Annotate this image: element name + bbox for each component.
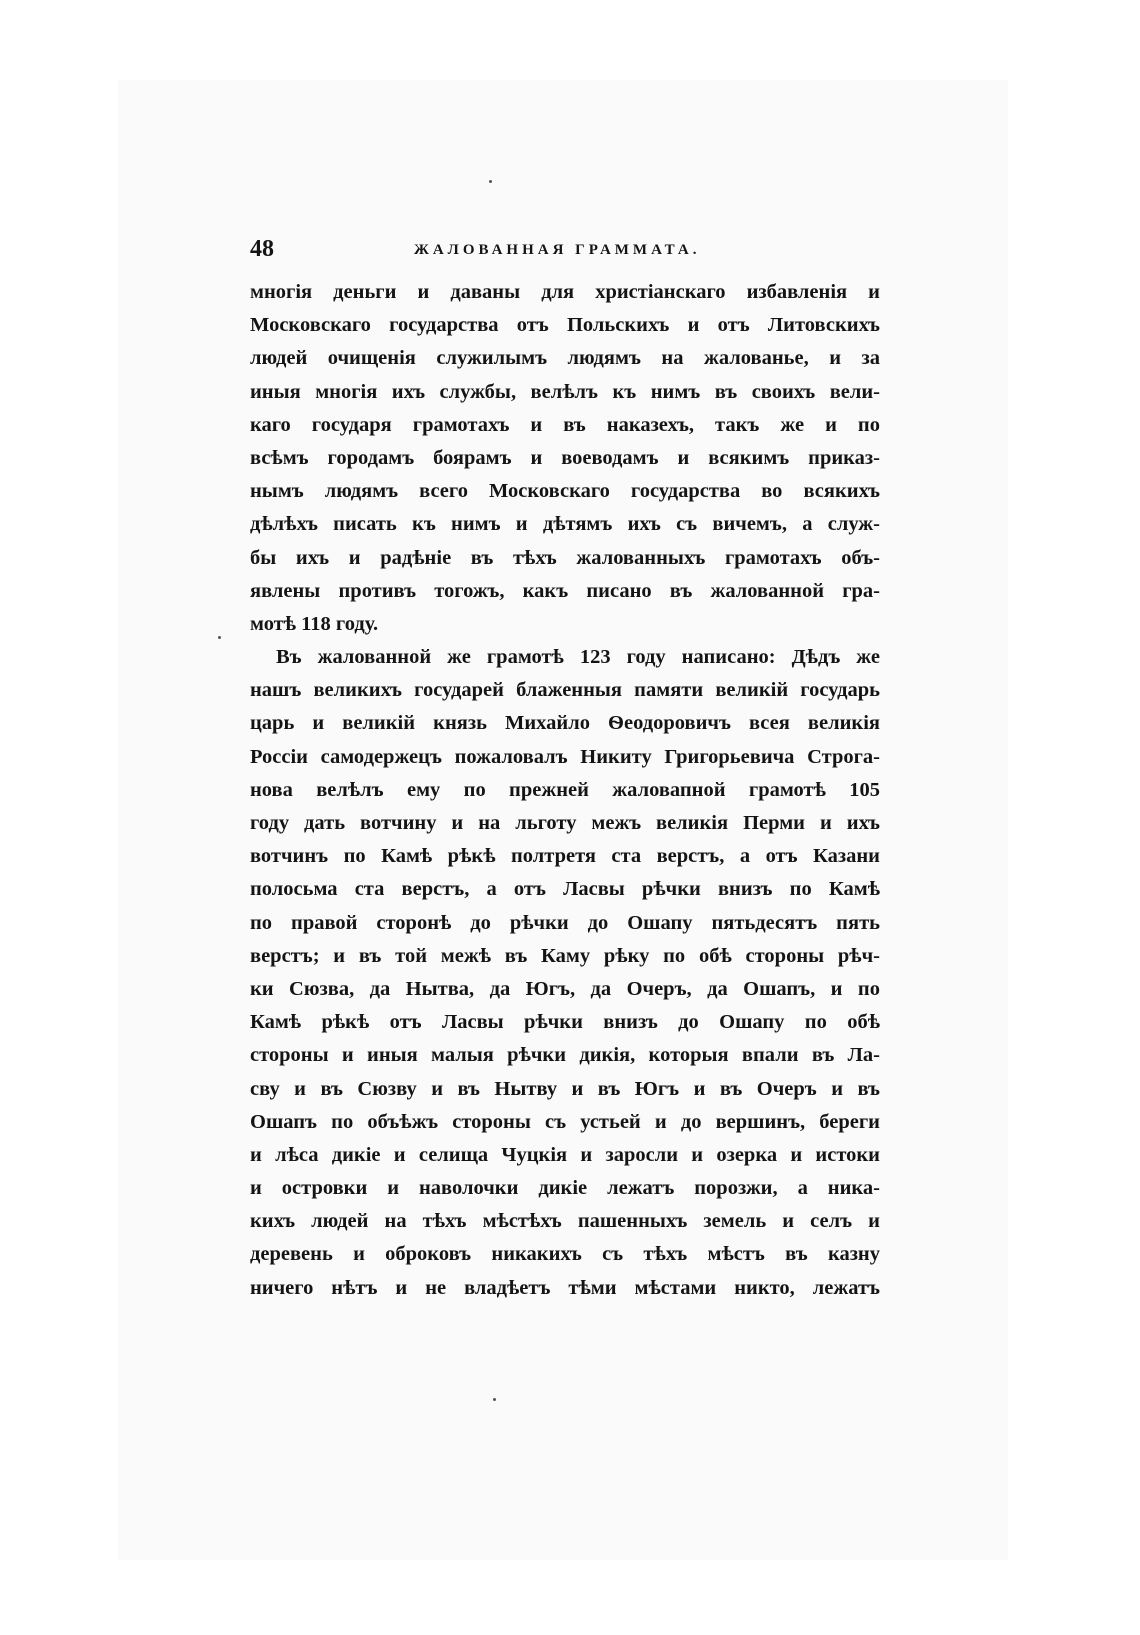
text-line: иныя многія ихъ службы, велѣлъ къ нимъ въ своихъ вели- (250, 380, 880, 403)
text-line: людей очищенія служилымъ людямъ на жалованье, и за (250, 347, 880, 370)
text-line: дѣлѣхъ писать къ нимъ и дѣтямъ ихъ съ вичемъ, а служ- (250, 513, 880, 536)
text-line: бы ихъ и радѣніе въ тѣхъ жалованныхъ грамотахъ объ- (250, 546, 880, 569)
text-line: ки Сюзва, да Нытва, да Югъ, да Очеръ, да Ошапъ, и по (250, 977, 880, 1000)
text-line: по правой сторонѣ до рѣчки до Ошапу пятьдесятъ пять (250, 911, 880, 934)
text-line: стороны и иныя малыя рѣчки дикія, которыя впали въ Ла- (250, 1044, 880, 1067)
text-line: кихъ людей на тѣхъ мѣстѣхъ пашенныхъ земель и селъ и (250, 1210, 880, 1233)
text-line: году дать вотчину и на льготу межъ великія Перми и ихъ (250, 812, 880, 834)
text-line: полосьма ста верстъ, а отъ Ласвы рѣчки внизъ по Камѣ (250, 878, 880, 901)
print-speck (218, 636, 221, 639)
text-line: явлены противъ тогожъ, какъ писано въ жалованной гра- (250, 579, 880, 602)
text-line: Въ жалованной же грамотѣ 123 году написано: Дѣдъ же (276, 646, 880, 669)
text-line: царь и великій князь Михайло Ѳеодоровичъ всея великія (250, 712, 880, 735)
text-line: нова велѣлъ ему по прежней жаловапной грамотѣ 105 (250, 778, 880, 801)
text-line: Камѣ рѣкѣ отъ Ласвы рѣчки внизъ до Ошапу по обѣ (250, 1011, 880, 1034)
page-header (250, 236, 890, 270)
text-line: каго государя грамотахъ и въ наказехъ, такъ же и по (250, 413, 880, 436)
text-line: многія деньги и даваны для христіанскаго избавленія и (250, 281, 880, 303)
text-line: верстъ; и въ той межѣ въ Каму рѣку по обѣ стороны рѣч- (250, 944, 880, 967)
text-line: деревень и оброковъ никакихъ съ тѣхъ мѣстъ въ казну (250, 1243, 880, 1266)
text-line: всѣмъ городамъ боярамъ и воеводамъ и всякимъ приказ- (250, 446, 880, 469)
text-line: Московскаго государства отъ Польскихъ и отъ Литовскихъ (250, 314, 880, 337)
text-line: нашъ великихъ государей блаженныя памяти великій государь (250, 679, 880, 702)
text-line: сву и въ Сюзву и въ Нытву и въ Югъ и въ Очеръ и въ (250, 1077, 880, 1100)
running-title: ЖАЛОВАННАЯ ГРАММАТА. (414, 242, 701, 258)
text-line: нымъ людямъ всего Московскаго государства во всякихъ (250, 480, 880, 503)
print-speck (489, 180, 492, 183)
text-line: Ошапъ по объѣжъ стороны съ устьей и до вершинъ, береги (250, 1110, 880, 1133)
text-line: и лѣса дикіе и селища Чуцкія и заросли и озерка и истоки (250, 1143, 880, 1166)
text-line: и островки и наволочки дикіе лежатъ порозжи, а ника- (250, 1177, 880, 1200)
text-line: ничего нѣтъ и не владѣетъ тѣми мѣстами никто, лежатъ (250, 1276, 880, 1299)
text-line: мотѣ 118 году. (250, 612, 379, 635)
body-text (250, 276, 880, 1305)
print-speck (493, 1398, 496, 1401)
page-number: 48 (250, 236, 274, 262)
text-line: Россіи самодержецъ пожаловалъ Никиту Григорьевича Строга- (250, 745, 880, 768)
text-line: вотчинъ по Камѣ рѣкѣ полтретя ста верстъ, а отъ Казани (250, 845, 880, 868)
